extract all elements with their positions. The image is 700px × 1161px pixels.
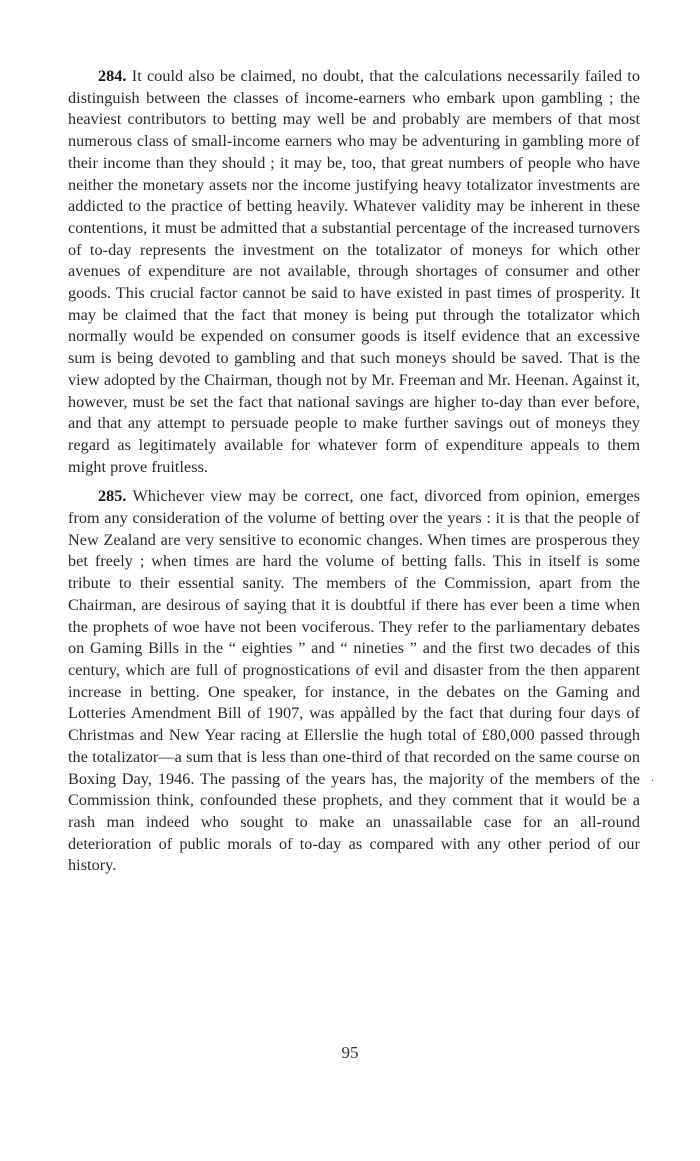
paragraph-number: 285. — [98, 487, 127, 506]
paragraph-number: 284. — [98, 67, 127, 85]
page-number: 95 — [341, 1043, 359, 1062]
paragraph-text: It could also be claimed, no doubt, that the calculations necessarily failed to distinguish between the classes of income-earners who embark upon gambling ; the heaviest contributors to betting may well be and probably are members of that most numerous class of small-income earners who may be adventuring in gambling more of their income than they should ; it may be, too, that great numbers of people who have neither the monetary assets nor the income justifying heavy totalizator investments are addicted to the practice of betting heavily. Whatever validity may be inherent in these contentions, it must be admitted that a substantial percentage of the increased turnovers of to-day represents the investment on the totalizator of moneys for which other avenues of expenditure are not available, through shortages of consumer and other goods. This crucial factor cannot be said to have existed in past times of prosperity. It may be claimed that the fact that money is being put through the totalizator which normally would be expended on consumer goods is itself evidence that an excessive sum is being devoted to gambling and that such moneys should be saved. That is the view adopted by the Chairman, though not by Mr. Freeman and Mr. Heenan. Against it, however, must be set the fact that national savings are higher to-day than ever before, and that any attempt to persuade people to make further savings out of moneys they regard as legitimately available for whatever form of expenditure appeals to them might prove fruitless. — [68, 67, 640, 476]
paragraph-text: Whichever view may be correct, one fact, divorced from opinion, emerges from any consideration of the volume of betting over the years : it is that the people of New Zealand are very sensitive to economic changes. When times are prosperous they bet freely ; when times are hard the volume of betting falls. This in itself is some tribute to their essential sanity. The members of the Commission, apart from the Chairman, are desirous of saying that it is doubtful if there has ever been a time when the prophets of woe have not been vociferous. They refer to the parliamentary debates on Gaming Bills in the “ eighties ” and “ nineties ” and the first two decades of this century, which are full of prognostications of evil and disaster from the then apparent increase in betting. One speaker, for instance, in the debates on the Gaming and Lotteries Amendment Bill of 1907, was appàlled by the fact that during four days of Christmas and New Year racing at Ellerslie the hugh total of £80,000 passed through the totalizator—a sum that is less than one-third of that recorded on the same course on Boxing Day, 1946. The passing of the years has, the majority of the members of the Commission think, confounded these prophets, and they comment that it would be a rash man indeed who sought to make an unassailable case for an all-round deterioration of public morals of to-day as compared with any other period of our history. — [68, 487, 640, 875]
paragraph-285 — [68, 486, 640, 877]
page-body — [68, 66, 640, 877]
margin-mark: . — [651, 770, 654, 784]
paragraph-284 — [68, 66, 640, 478]
